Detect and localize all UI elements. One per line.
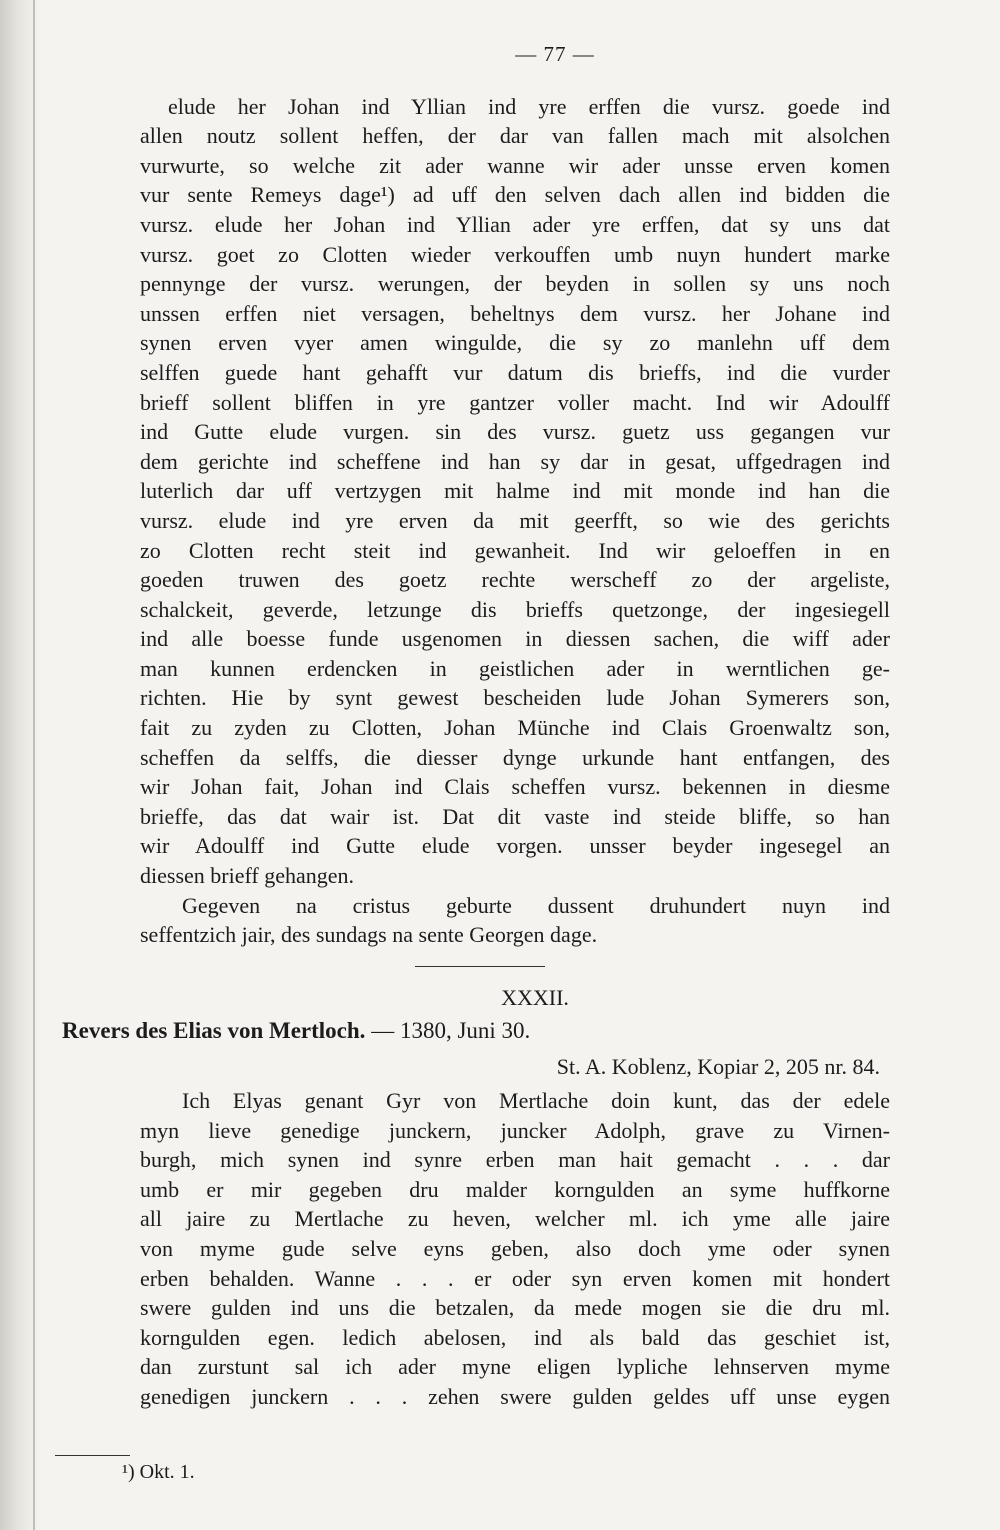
footnote-rule bbox=[55, 1455, 130, 1456]
text-line: synen erven vyer amen wingulde, die sy zo manlehn uff dem bbox=[140, 330, 890, 356]
text-line: man kunnen erdencken in geistlichen ader in werntlichen ge- bbox=[140, 655, 890, 681]
text-line: burgh, mich synen ind synre erben man hait gemacht . . . dar bbox=[140, 1147, 890, 1173]
text-line: zo Clotten recht steit ind gewanheit. Ind wir geloeffen in en bbox=[140, 537, 890, 563]
text-line: erben behalden. Wanne . . . er oder syn erven komen mit hondert bbox=[140, 1265, 890, 1291]
binding-edge bbox=[33, 0, 35, 1530]
text-line: scheffen da selffs, die diesser dynge urkunde hant entfangen, des bbox=[140, 744, 890, 770]
text-line: genedigen junckern . . . zehen swere gulden geldes uff unse eygen bbox=[140, 1383, 890, 1409]
top-paragraph bbox=[140, 92, 890, 891]
dating-clause bbox=[140, 891, 890, 950]
page-number: — 77 — bbox=[515, 42, 595, 66]
text-line: elude her Johan ind Yllian ind yre erffen die vursz. goede ind bbox=[168, 93, 890, 119]
document-date: — 1380, Juni 30. bbox=[371, 1018, 531, 1044]
text-line: pennynge der vursz. werungen, der beyden in sollen sy uns noch bbox=[140, 271, 890, 297]
text-line: fait zu zyden zu Clotten, Johan Münche ind Clais Groenwaltz son, bbox=[140, 715, 890, 741]
text-line: vursz. goet zo Clotten wieder verkouffen umb nuyn hundert marke bbox=[140, 241, 890, 267]
text-line: Gegeven na cristus geburte dussent druhundert nuyn ind bbox=[182, 892, 890, 918]
text-line: selffen guede hant gehafft vur datum dis brieffs, ind die vurder bbox=[140, 359, 890, 385]
text-line: diessen brieff gehangen. bbox=[140, 863, 355, 889]
text-line: myn lieve genedige junckern, juncker Adolph, grave zu Virnen- bbox=[140, 1117, 890, 1143]
text-line: luterlich dar uff vertzygen mit halme ind mit monde ind han die bbox=[140, 478, 890, 504]
text-line: brieffe, das dat wair ist. Dat dit vaste ind steide bliffe, so han bbox=[140, 803, 890, 829]
book-page bbox=[62, 40, 890, 1412]
text-line: vursz. elude her Johan ind Yllian ader yre erffen, dat sy uns dat bbox=[140, 211, 890, 237]
text-line: korngulden egen. ledich abelosen, ind als bald das geschiet ist, bbox=[140, 1324, 890, 1350]
text-line: umb er mir gegeben dru malder korngulden an syme huffkorne bbox=[140, 1176, 890, 1202]
text-line: all jaire zu Mertlache zu heven, welcher ml. ich yme alle jaire bbox=[140, 1206, 890, 1232]
text-line: wir Johan fait, Johan ind Clais scheffen vursz. bekennen in diesme bbox=[140, 774, 890, 800]
text-line: dem gerichte ind scheffene ind han sy dar in gesat, uffgedragen ind bbox=[140, 448, 890, 474]
text-line: ind alle boesse funde usgenomen in diessen sachen, die wiff ader bbox=[140, 626, 890, 652]
text-line: seffentzich jair, des sundags na sente Georgen dage. bbox=[140, 922, 598, 948]
text-line: richten. Hie by synt gewest bescheiden lude Johan Symerers son, bbox=[140, 685, 890, 711]
text-line: Ich Elyas genant Gyr von Mertlache doin kunt, das der edele bbox=[182, 1088, 890, 1113]
text-line: ind Gutte elude vurgen. sin des vursz. guetz uss gegangen vur bbox=[140, 419, 890, 445]
text-line: wir Adoulff ind Gutte elude vorgen. unsser beyder ingesegel an bbox=[140, 833, 890, 859]
footnote: ¹) Okt. 1. bbox=[122, 1461, 195, 1483]
bottom-paragraph bbox=[140, 1086, 890, 1412]
text-line: allen noutz sollent heffen, der dar van fallen mach mit alsolchen bbox=[140, 123, 890, 149]
text-line: unssen erffen niet versagen, beheltnys dem vursz. her Johane ind bbox=[140, 300, 890, 326]
archive-source: St. A. Koblenz, Kopiar 2, 205 nr. 84. bbox=[556, 1054, 880, 1080]
text-line: goeden truwen des goetz rechte werscheff zo der argeliste, bbox=[140, 567, 890, 593]
section-number: XXXII. bbox=[501, 984, 569, 1010]
text-line: von myme gude selve eyns geben, also doch yme oder synen bbox=[140, 1235, 890, 1261]
document-title: Revers des Elias von Mertloch. bbox=[62, 1018, 366, 1044]
text-line: vurwurte, so welche zit ader wanne wir ader unsse erven komen bbox=[140, 152, 890, 178]
text-line: vur sente Remeys dage¹) ad uff den selven dach allen ind bidden die bbox=[140, 182, 890, 208]
text-line: vursz. elude ind yre erven da mit geerfft, so wie des gerichts bbox=[140, 507, 890, 533]
text-line: dan zurstunt sal ich ader myne eligen lypliche lehnserven myme bbox=[140, 1354, 890, 1380]
document-heading bbox=[62, 1016, 890, 1046]
text-line: schalckeit, geverde, letzunge dis brieffs quetzonge, der ingesiegell bbox=[140, 596, 890, 622]
section-divider bbox=[415, 966, 545, 967]
text-line: swere gulden ind uns die betzalen, da mede mogen sie die dru ml. bbox=[140, 1295, 890, 1321]
text-line: brieff sollent bliffen in yre gantzer voller macht. Ind wir Adoulff bbox=[140, 389, 890, 415]
